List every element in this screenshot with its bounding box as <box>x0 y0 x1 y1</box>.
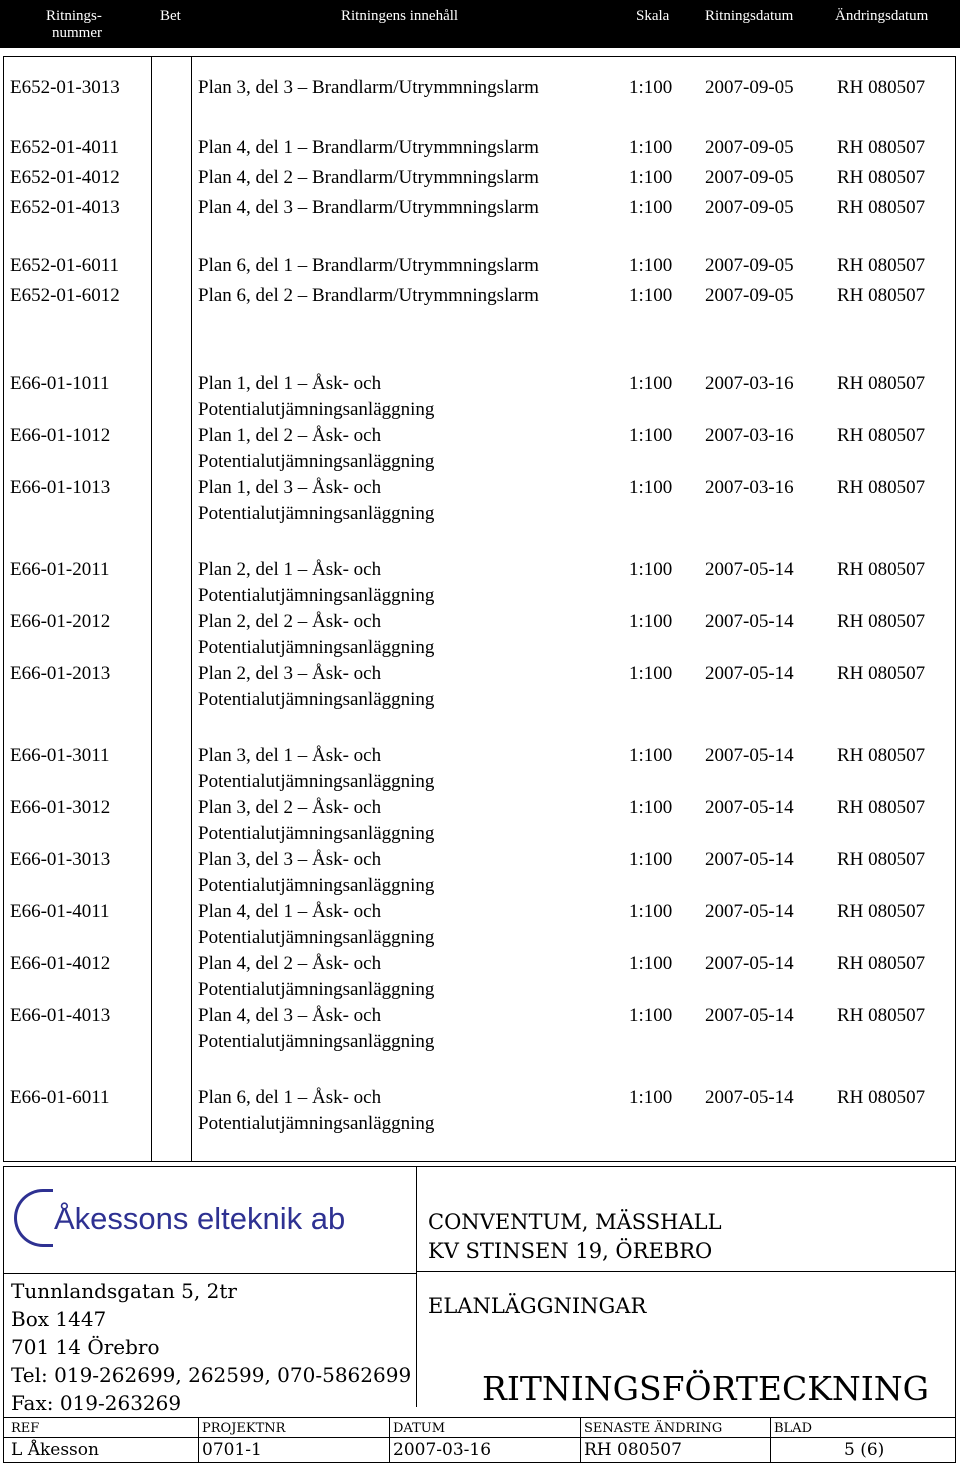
label-datum: DATUM <box>393 1421 446 1436</box>
drawing-description: Plan 4, del 3 – Brandlarm/Utrymmningslarm <box>198 197 539 218</box>
drawing-scale: 1:100 <box>629 849 673 870</box>
value-projektnr: 0701-1 <box>202 1440 262 1460</box>
drawing-description: Plan 3, del 2 – Åsk- och <box>198 797 382 818</box>
drawing-description-cont: Potentialutjämningsanläggning <box>198 451 435 472</box>
divider <box>4 1417 955 1418</box>
drawing-scale: 1:100 <box>629 167 673 188</box>
drawing-description-cont: Potentialutjämningsanläggning <box>198 979 435 1000</box>
drawing-date: 2007-05-14 <box>705 663 794 684</box>
drawing-date: 2007-03-16 <box>705 373 794 394</box>
drawing-number: E66-01-1012 <box>10 425 111 446</box>
change-note: RH 080507 <box>837 477 926 498</box>
drawing-description: Plan 6, del 1 – Åsk- och <box>198 1087 382 1108</box>
drawing-number: E66-01-1013 <box>10 477 111 498</box>
header-nummer-line1: Ritnings- <box>46 8 102 24</box>
drawing-date: 2007-05-14 <box>705 559 794 580</box>
drawing-scale: 1:100 <box>629 425 673 446</box>
phone-line: Tel: 019-262699, 262599, 070-5862699 <box>11 1363 412 1387</box>
change-note: RH 080507 <box>837 425 926 446</box>
value-datum: 2007-03-16 <box>393 1440 492 1460</box>
value-senaste-andring: RH 080507 <box>584 1440 682 1460</box>
drawing-number: E66-01-4012 <box>10 953 111 974</box>
drawing-date: 2007-09-05 <box>705 197 794 218</box>
drawing-scale: 1:100 <box>629 77 673 98</box>
drawing-scale: 1:100 <box>629 901 673 922</box>
change-note: RH 080507 <box>837 611 926 632</box>
change-note: RH 080507 <box>837 197 926 218</box>
change-note: RH 080507 <box>837 745 926 766</box>
drawing-scale: 1:100 <box>629 197 673 218</box>
drawing-number: E652-01-6011 <box>10 255 120 276</box>
header-innehall: Ritningens innehåll <box>341 8 459 24</box>
change-note: RH 080507 <box>837 77 926 98</box>
divider <box>416 1271 955 1272</box>
drawing-description: Plan 4, del 1 – Brandlarm/Utrymmningslarm <box>198 137 539 158</box>
drawing-description: Plan 2, del 1 – Åsk- och <box>198 559 382 580</box>
label-ref: REF <box>11 1421 40 1436</box>
drawing-description: Plan 3, del 3 – Brandlarm/Utrymmningslarm <box>198 77 539 98</box>
column-divider <box>151 57 152 1161</box>
project-location: KV STINSEN 19, ÖREBRO <box>428 1239 713 1263</box>
drawing-scale: 1:100 <box>629 255 673 276</box>
column-divider <box>191 57 192 1161</box>
drawing-date: 2007-05-14 <box>705 1005 794 1026</box>
drawing-number: E66-01-2013 <box>10 663 111 684</box>
drawing-date: 2007-05-14 <box>705 1087 794 1108</box>
header-andringsdatum: Ändringsdatum <box>835 8 929 24</box>
drawing-number: E652-01-4013 <box>10 197 120 218</box>
drawing-number: E66-01-3013 <box>10 849 111 870</box>
project-name: CONVENTUM, MÄSSHALL <box>428 1210 722 1234</box>
drawing-date: 2007-05-14 <box>705 953 794 974</box>
drawing-scale: 1:100 <box>629 477 673 498</box>
value-blad: 5 (6) <box>844 1440 885 1460</box>
drawing-number: E66-01-2011 <box>10 559 110 580</box>
header-skala: Skala <box>636 8 670 24</box>
drawing-number: E66-01-4013 <box>10 1005 111 1026</box>
drawing-description-cont: Potentialutjämningsanläggning <box>198 823 435 844</box>
drawing-date: 2007-09-05 <box>705 285 794 306</box>
drawing-description-cont: Potentialutjämningsanläggning <box>198 1113 435 1134</box>
drawing-scale: 1:100 <box>629 1005 673 1026</box>
drawing-description: Plan 4, del 1 – Åsk- och <box>198 901 382 922</box>
drawing-description: Plan 6, del 1 – Brandlarm/Utrymmningslarm <box>198 255 539 276</box>
divider <box>4 1437 955 1438</box>
address-line: Box 1447 <box>11 1307 107 1331</box>
drawing-number: E652-01-4011 <box>10 137 120 158</box>
drawing-scale: 1:100 <box>629 373 673 394</box>
drawing-scale: 1:100 <box>629 611 673 632</box>
document-title: RITNINGSFÖRTECKNING <box>482 1369 930 1408</box>
drawing-scale: 1:100 <box>629 953 673 974</box>
label-senaste-andring: SENASTE ÄNDRING <box>584 1421 723 1436</box>
drawing-number: E652-01-4012 <box>10 167 120 188</box>
change-note: RH 080507 <box>837 849 926 870</box>
drawing-list-table <box>3 56 956 1162</box>
drawing-date: 2007-05-14 <box>705 611 794 632</box>
company-logo-icon <box>14 1189 53 1247</box>
drawing-description: Plan 6, del 2 – Brandlarm/Utrymmningslarm <box>198 285 539 306</box>
divider <box>198 1417 199 1462</box>
change-note: RH 080507 <box>837 1087 926 1108</box>
drawing-description-cont: Potentialutjämningsanläggning <box>198 503 435 524</box>
drawing-date: 2007-03-16 <box>705 425 794 446</box>
change-note: RH 080507 <box>837 373 926 394</box>
drawing-date: 2007-05-14 <box>705 745 794 766</box>
drawing-description: Plan 4, del 2 – Åsk- och <box>198 953 382 974</box>
drawing-scale: 1:100 <box>629 285 673 306</box>
drawing-number: E652-01-3013 <box>10 77 120 98</box>
drawing-description: Plan 1, del 3 – Åsk- och <box>198 477 382 498</box>
title-block <box>3 1166 956 1463</box>
divider <box>416 1167 417 1407</box>
drawing-date: 2007-09-05 <box>705 137 794 158</box>
drawing-description-cont: Potentialutjämningsanläggning <box>198 927 435 948</box>
change-note: RH 080507 <box>837 137 926 158</box>
drawing-description: Plan 1, del 1 – Åsk- och <box>198 373 382 394</box>
company-name: Åkessons elteknik ab <box>54 1201 346 1236</box>
drawing-scale: 1:100 <box>629 559 673 580</box>
change-note: RH 080507 <box>837 559 926 580</box>
drawing-description: Plan 4, del 3 – Åsk- och <box>198 1005 382 1026</box>
divider <box>4 1273 416 1274</box>
drawing-description: Plan 3, del 1 – Åsk- och <box>198 745 382 766</box>
drawing-date: 2007-05-14 <box>705 901 794 922</box>
drawing-number: E66-01-3012 <box>10 797 111 818</box>
change-note: RH 080507 <box>837 663 926 684</box>
fax-line: Fax: 019-263269 <box>11 1391 182 1415</box>
drawing-description-cont: Potentialutjämningsanläggning <box>198 585 435 606</box>
drawing-date: 2007-09-05 <box>705 77 794 98</box>
change-note: RH 080507 <box>837 1005 926 1026</box>
drawing-date: 2007-03-16 <box>705 477 794 498</box>
divider <box>770 1417 771 1462</box>
header-ritningsdatum: Ritningsdatum <box>705 8 794 24</box>
drawing-description: Plan 3, del 3 – Åsk- och <box>198 849 382 870</box>
drawing-description-cont: Potentialutjämningsanläggning <box>198 875 435 896</box>
change-note: RH 080507 <box>837 285 926 306</box>
drawing-description: Plan 2, del 3 – Åsk- och <box>198 663 382 684</box>
change-note: RH 080507 <box>837 901 926 922</box>
drawing-description: Plan 4, del 2 – Brandlarm/Utrymmningslarm <box>198 167 539 188</box>
value-ref: L Åkesson <box>11 1440 99 1460</box>
drawing-scale: 1:100 <box>629 137 673 158</box>
drawing-scale: 1:100 <box>629 745 673 766</box>
change-note: RH 080507 <box>837 797 926 818</box>
drawing-description-cont: Potentialutjämningsanläggning <box>198 771 435 792</box>
drawing-description: Plan 2, del 2 – Åsk- och <box>198 611 382 632</box>
drawing-description-cont: Potentialutjämningsanläggning <box>198 637 435 658</box>
column-header-bar <box>0 0 960 48</box>
drawing-number: E66-01-1011 <box>10 373 110 394</box>
divider <box>389 1417 390 1462</box>
divider <box>580 1417 581 1462</box>
drawing-date: 2007-05-14 <box>705 849 794 870</box>
address-line: Tunnlandsgatan 5, 2tr <box>11 1279 237 1303</box>
drawing-scale: 1:100 <box>629 797 673 818</box>
drawing-number: E652-01-6012 <box>10 285 120 306</box>
change-note: RH 080507 <box>837 255 926 276</box>
drawing-scale: 1:100 <box>629 663 673 684</box>
label-blad: BLAD <box>774 1421 812 1436</box>
drawing-date: 2007-05-14 <box>705 797 794 818</box>
change-note: RH 080507 <box>837 953 926 974</box>
drawing-description-cont: Potentialutjämningsanläggning <box>198 689 435 710</box>
drawing-date: 2007-09-05 <box>705 167 794 188</box>
drawing-description-cont: Potentialutjämningsanläggning <box>198 399 435 420</box>
header-nummer <box>46 8 102 25</box>
drawing-number: E66-01-6011 <box>10 1087 110 1108</box>
header-nummer-line2: nummer <box>52 25 102 41</box>
drawing-description: Plan 1, del 2 – Åsk- och <box>198 425 382 446</box>
drawing-date: 2007-09-05 <box>705 255 794 276</box>
drawing-number: E66-01-3011 <box>10 745 110 766</box>
header-bet: Bet <box>160 8 181 24</box>
change-note: RH 080507 <box>837 167 926 188</box>
drawing-number: E66-01-2012 <box>10 611 111 632</box>
address-line: 701 14 Örebro <box>11 1335 160 1359</box>
drawing-scale: 1:100 <box>629 1087 673 1108</box>
drawing-number: E66-01-4011 <box>10 901 110 922</box>
discipline: ELANLÄGGNINGAR <box>428 1294 647 1318</box>
label-projektnr: PROJEKTNR <box>202 1421 286 1436</box>
drawing-description-cont: Potentialutjämningsanläggning <box>198 1031 435 1052</box>
